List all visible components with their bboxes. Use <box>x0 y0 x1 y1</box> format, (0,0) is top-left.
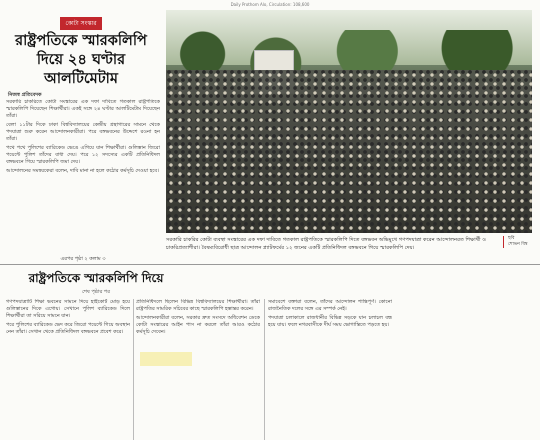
jump-paragraph: সমাবেশে বক্তারা বলেন, তাঁদের আন্দোলন শান্তিপূর্ণ। কোনো রাজনৈতিক দলের সঙ্গে এর সম্পর্ক নেই। <box>268 299 392 312</box>
jump-column-1 <box>6 299 130 440</box>
lead-paragraph: আন্দোলনের সমন্বয়কেরা বলেন, দাবি মানা না হলে কঠোর কর্মসূচি দেওয়া হবে। <box>6 168 159 174</box>
jump-paragraph: প্রতিনিধিদলে ছিলেন বিভিন্ন বিশ্ববিদ্যালয়ের শিক্ষার্থীরা। তাঁরা রাষ্ট্রপতির সামরিক সচিবের কাছে স্মারকলিপি হস্তান্তর করেন। <box>136 299 260 312</box>
lead-headline[interactable]: রাষ্ট্রপতিকে স্মারকলিপি দিয়ে ২৪ ঘণ্টার আলটিমেটাম <box>15 33 147 87</box>
jump-paragraph: পরে পুলিশের ব্যারিকেড ভেদ করে জিরো পয়েন্টে গিয়ে অবস্থান নেন তাঁরা। সেখান থেকে প্রতিনিধিদল বঙ্গভবনে প্রবেশ করে। <box>6 322 130 335</box>
byline: নিজস্ব প্রতিবেদক <box>8 92 42 98</box>
lead-headline-block <box>6 10 156 88</box>
lead-paragraph: বেলা ১১টার দিকে ঢাকা বিশ্ববিদ্যালয়ের কেন্দ্রীয় গ্রন্থাগারের সামনে থেকে পদযাত্রা শুরু করেন আন্দোলনকারীরা। পরে বঙ্গভবনের উদ্দেশে রওনা হন তাঁরা। <box>6 122 160 142</box>
column-divider <box>133 299 134 440</box>
jump-column-3 <box>268 299 392 440</box>
lead-paragraph: পথে পথে পুলিশের ব্যারিকেড ভেঙে এগিয়ে যান শিক্ষার্থীরা। গুলিস্তান জিরো পয়েন্টে পুলিশ তাঁদের বাধা দেয়। পরে ১২ সদস্যের একটি প্রতিনিধিদল বঙ্গভবনে গিয়ে স্মারকলিপি জমা দেয়। <box>6 145 160 165</box>
section-divider <box>0 264 540 265</box>
masthead-topline: Daily Prothom Alo, Circulation: 108,600 <box>230 2 310 7</box>
jump-headline[interactable]: রাষ্ট্রপতিকে স্মারকলিপি দিয়ে <box>28 271 164 285</box>
jump-paragraph: পদযাত্রা চলাকালে রাজধানীর বিভিন্ন সড়কে যান চলাচল বন্ধ হয়ে যায়। ফলে নগরবাসীকে দীর্ঘ সময় ভোগান্তিতে পড়তে হয়। <box>268 315 392 328</box>
continued-note[interactable]: এরপর পৃষ্ঠা ২ কলাম ৩ <box>60 256 106 262</box>
column-divider <box>264 299 265 440</box>
lead-paragraph: সরকারি চাকরিতে কোটা সংস্কারের এক দফা দাবিতে গতকাল রাষ্ট্রপতিকে স্মারকলিপি দিয়েছেন শিক্ষার্থীরা। একই সঙ্গে ২৪ ঘণ্টার আলটিমেটাম দিয়েছেন তাঁরা। <box>6 99 160 119</box>
kicker-label: কোটা সংস্কার <box>60 17 101 30</box>
jump-paragraph: গণপদযাত্রাটি শিক্ষা ভবনের সামনে দিয়ে হাইকোর্ট মোড় হয়ে গুলিস্তানের দিকে এগোয়। সেখানে পুলিশ ব্যারিকেড দিলে শিক্ষার্থীরা তা সরিয়ে সামনে যান। <box>6 299 130 319</box>
photo-credit-label: ছবি <box>508 236 515 241</box>
photo-crowd <box>166 70 532 233</box>
jump-subtitle: শেষ পৃষ্ঠার পর <box>82 289 110 295</box>
crowd-photo[interactable] <box>166 10 532 233</box>
photo-credit <box>503 236 533 248</box>
jump-column-2 <box>136 299 260 440</box>
jump-paragraph: আন্দোলনকারীরা বলেন, সরকার দ্রুত সংসদে অধিবেশন ডেকে কোটা সংস্কারের আইন পাস না করলে তাঁরা আরও কঠোর কর্মসূচি দেবেন। <box>136 315 260 335</box>
lead-body <box>6 99 160 245</box>
photo-caption: সরকারি চাকরির কোটা ব্যবস্থা সংস্কারের এক দফা দাবিতে গতকাল রাষ্ট্রপতিকে স্মারকলিপি দিতে বঙ্গভবন অভিমুখে গণপদযাত্রা করেন আন্দোলনরত শিক্ষার্থী ও চাকরিপ্রত্যাশীরা। বৈষম্যবিরোধী ছাত্র আন্দোলন প্ল্যাটফর্মের ১২ জনের একটি প্রতিনিধিদল বঙ্গভবনে গিয়ে স্মারকলিপি দেয়। <box>166 237 487 251</box>
photo-credit-name: শোভন বিশ্ব <box>508 242 528 247</box>
